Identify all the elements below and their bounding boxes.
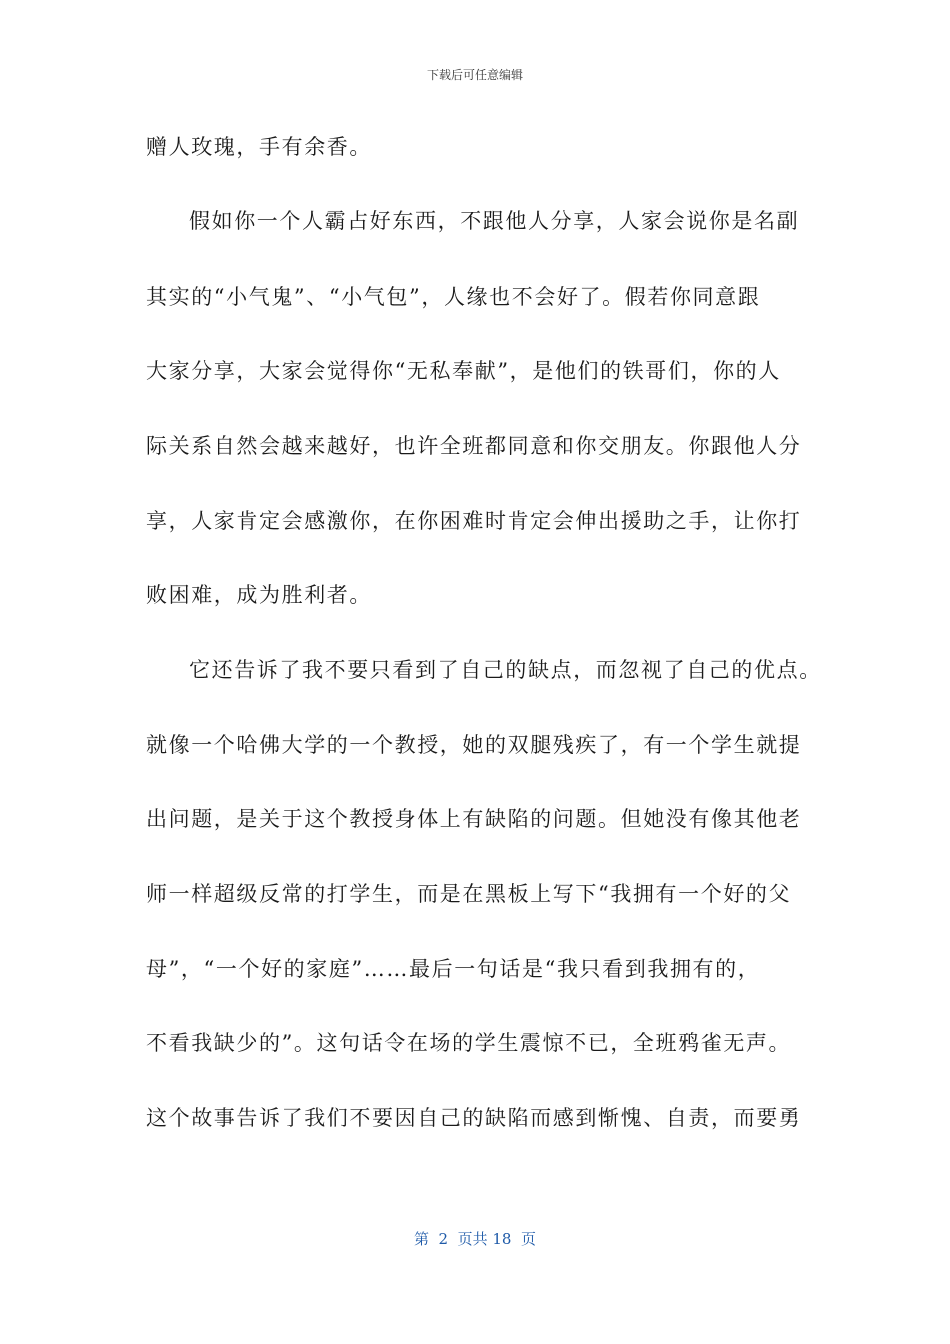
paragraph-start-line: 它还告诉了我不要只看到了自己的缺点，而忽视了自己的优点。 — [189, 658, 822, 682]
text-line: 赠人玫瑰，手有余香。 — [146, 135, 372, 159]
text-line: 享，人家肯定会感激你，在你困难时肯定会伸出援助之手，让你打 — [146, 509, 802, 533]
text-line: 这个故事告诉了我们不要因自己的缺陷而感到惭愧、自责，而要勇 — [146, 1106, 802, 1130]
text-line: 败困难，成为胜利者。 — [146, 583, 372, 607]
text-line: 不看我缺少的”。这句话令在场的学生震惊不已，全班鸦雀无声。 — [146, 1031, 792, 1055]
page-header: 下载后可任意编辑 — [426, 68, 523, 82]
page-number-footer: 第 2 页共 18 页 — [413, 1230, 536, 1248]
text-line: 际关系自然会越来越好，也许全班都同意和你交朋友。你跟他人分 — [146, 434, 802, 458]
text-line: 大家分享，大家会觉得你“无私奉献”，是他们的铁哥们，你的人 — [146, 359, 781, 383]
text-line: 出问题，是关于这个教授身体上有缺陷的问题。但她没有像其他老 — [146, 807, 802, 831]
text-line: 就像一个哈佛大学的一个教授，她的双腿残疾了，有一个学生就提 — [146, 733, 802, 757]
text-line: 母”，“一个好的家庭”……最后一句话是“我只看到我拥有的， — [146, 957, 761, 981]
text-line: 师一样超级反常的打学生，而是在黑板上写下“我拥有一个好的父 — [146, 882, 792, 906]
paragraph-start-line: 假如你一个人霸占好东西，不跟他人分享，人家会说你是名副 — [189, 209, 800, 233]
text-line: 其实的“小气鬼”、“小气包”，人缘也不会好了。假若你同意跟 — [146, 285, 761, 309]
